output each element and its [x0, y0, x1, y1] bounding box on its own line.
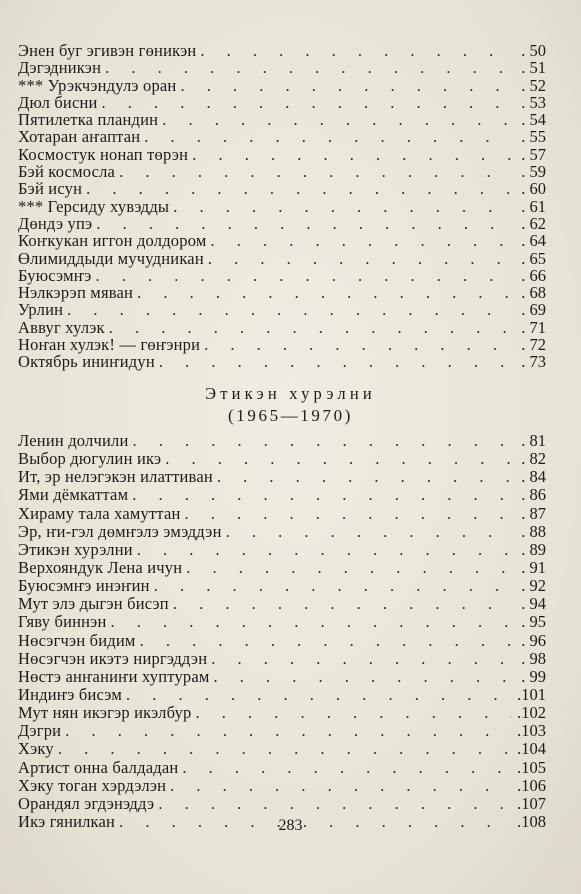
toc-entry-page: . 52 [521, 75, 546, 95]
toc-entry-page: .102 [517, 703, 546, 723]
toc-entry-page: . 82 [521, 449, 546, 469]
toc-entry [18, 301, 546, 318]
toc-entry-page: . 51 [521, 58, 546, 78]
toc-entry-title: Эр, ҥи-гэл дөмҥэлэ эмэддэн [18, 521, 222, 541]
dot-leader [102, 94, 512, 111]
toc-entry-title: Артист онна балдадан [18, 757, 179, 777]
toc-entry-page: . 55 [521, 127, 546, 147]
toc-entry-title: Нэлкэрэп мяван [18, 283, 134, 303]
dot-leader [173, 595, 512, 613]
dot-leader [137, 284, 512, 301]
toc-entry-page: . 50 [521, 41, 546, 60]
dot-leader [140, 632, 512, 650]
toc-entry-title: Ит, эр нелэгэкэн илаттиван [18, 467, 213, 487]
toc-entry-page: . 99 [521, 666, 546, 686]
toc-entry [18, 559, 546, 577]
toc-entry-title: Мут нян икэгэр икэлбур [18, 703, 192, 723]
toc-entry-title: Этикэн хурэлни [18, 539, 133, 559]
toc-entry [18, 180, 546, 197]
toc-entry-page: . 59 [521, 162, 546, 182]
toc-entry [18, 468, 546, 486]
toc-entry-page: . 86 [521, 485, 546, 505]
toc-entry-page: . 69 [521, 300, 546, 320]
toc-entry-page: .104 [517, 739, 546, 759]
toc-entry-page: . 66 [521, 265, 546, 285]
toc-entry [18, 613, 546, 631]
dot-leader [159, 353, 512, 370]
toc-entry [18, 795, 546, 813]
toc-entry-page: . 81 [521, 431, 546, 450]
dot-leader [217, 468, 512, 486]
dot-leader [182, 759, 512, 777]
dot-leader [144, 128, 512, 145]
toc-entry-page: . 94 [521, 594, 546, 614]
toc-entry [18, 319, 546, 336]
toc-entry-page: . 71 [521, 317, 546, 337]
dot-leader [132, 432, 512, 450]
toc-entry-title: Коҥкукан иггон долдором [18, 231, 207, 251]
toc-entry-page: . 72 [521, 335, 546, 355]
toc-entry-page: .101 [517, 684, 546, 704]
dot-leader [111, 613, 513, 631]
dot-leader [195, 704, 512, 722]
toc-entry-title: Нөсэгчэн икэтэ ниргэддэн [18, 648, 208, 668]
toc-entry-title: Космостук нонап төрэн [18, 144, 189, 164]
dot-leader [162, 111, 512, 128]
dot-leader [65, 722, 512, 740]
toc-entry [18, 94, 546, 111]
toc-entry [18, 128, 546, 145]
toc-entry-title: Октябрь иниҥидун [18, 352, 155, 372]
toc-entry [18, 577, 546, 595]
toc-entry [18, 523, 546, 541]
dot-leader [158, 795, 512, 813]
toc-entry [18, 215, 546, 232]
dot-leader [109, 319, 512, 336]
toc-entry [18, 704, 546, 722]
toc-entry [18, 541, 546, 559]
toc-entry-page: . 96 [521, 630, 546, 650]
toc-entry [18, 595, 546, 613]
dot-leader [67, 301, 512, 318]
toc-entry-title: Ленин долчили [18, 431, 129, 450]
dot-leader [200, 42, 512, 59]
dot-leader [226, 523, 512, 541]
toc-entry [18, 250, 546, 267]
toc-entry-title: Бэй космосла [18, 162, 116, 182]
toc-entry-title: Буюсэмҥэ [18, 265, 92, 285]
section-heading: Этикэн хурэлни [205, 384, 376, 403]
toc-entry-title: Мут элэ дыгэн бисэп [18, 594, 169, 614]
toc-entry-title: Ями дёмкаттам [18, 485, 129, 505]
toc-entry-title: Хираму тала хамуттан [18, 503, 181, 523]
toc-entry [18, 632, 546, 650]
dot-leader [126, 686, 512, 704]
toc-entry-title: Индиҥэ бисэм [18, 684, 122, 704]
dot-leader [86, 180, 512, 197]
toc-entry-title: Пятилетка пландин [18, 110, 159, 130]
toc-entry-page: . 91 [521, 557, 546, 577]
dot-leader [185, 505, 512, 523]
dot-leader [186, 559, 512, 577]
toc-entry-title: Выбор дюгулин икэ [18, 449, 162, 469]
toc-entry [18, 111, 546, 128]
dot-leader [58, 740, 512, 758]
toc-entry [18, 146, 546, 163]
toc-entry [18, 267, 546, 284]
toc-entry-page: . 68 [521, 283, 546, 303]
toc-entry-title: Урлин [18, 300, 64, 320]
dot-leader [119, 163, 512, 180]
page-number: 283 [278, 817, 303, 834]
toc-entry-title: *** Герсиду хувэдды [18, 196, 170, 216]
section-years: (1965—1970) [228, 406, 353, 425]
toc-entry-title: Хэку тоган хэрдэлэн [18, 775, 167, 795]
toc-entry-title: Дюл бисни [18, 92, 98, 112]
toc-entry-page: . 84 [521, 467, 546, 487]
toc-entry-title: Бэй исун [18, 179, 83, 199]
toc-entry [18, 486, 546, 504]
toc-entry [18, 42, 546, 59]
toc-entry-page: . 61 [521, 196, 546, 216]
toc-entry-title: Хэку [18, 739, 54, 759]
toc-entry-title: Икэ гянилкан [18, 811, 116, 831]
toc-entry-title: Верхояндук Лена ичун [18, 557, 183, 577]
toc-section-2 [18, 432, 546, 831]
toc-entry-title: Өлимиддыди мучудникан [18, 248, 204, 268]
toc-entry-page: . 57 [521, 144, 546, 164]
toc-entry [18, 450, 546, 468]
toc-entry-page: . 73 [521, 352, 546, 372]
toc-entry-title: Нөсэгчэн бидим [18, 630, 136, 650]
toc-entry-page: .108 [517, 811, 546, 831]
toc-entry [18, 336, 546, 353]
toc-entry [18, 650, 546, 668]
dot-leader [96, 215, 512, 232]
toc-entry-page: . 98 [521, 648, 546, 668]
toc-entry [18, 668, 546, 686]
toc-entry-title: Ноҥан хулэк! — гөҥэнри [18, 335, 201, 355]
dot-leader [96, 267, 512, 284]
toc-entry-title: Аввуг хулэк [18, 317, 105, 337]
dot-leader [204, 336, 512, 353]
toc-entry-title: Буюсэмҥэ инэҥин [18, 576, 150, 596]
toc-entry-page: . 89 [521, 539, 546, 559]
toc-entry-page: . 65 [521, 248, 546, 268]
toc-entry [18, 284, 546, 301]
dot-leader [214, 668, 512, 686]
dot-leader [105, 59, 512, 76]
toc-entry [18, 777, 546, 795]
toc-entry-page: .106 [517, 775, 546, 795]
toc-entry-title: Дэгэдникэн [18, 58, 102, 78]
toc-entry-title: Нөстэ анҥаниҥи хуптурам [18, 666, 210, 686]
dot-leader [211, 232, 513, 249]
toc-entry [18, 505, 546, 523]
toc-entry [18, 353, 546, 370]
toc-entry-page: . 88 [521, 521, 546, 541]
dot-leader [211, 650, 512, 668]
toc-entry [18, 722, 546, 740]
dot-leader [154, 577, 512, 595]
toc-entry-title: Дэгри [18, 721, 62, 741]
toc-entry [18, 198, 546, 215]
toc-entry-title: *** Урэкчэндулэ оран [18, 75, 177, 95]
toc-entry-title: Орандял эгдэнэддэ [18, 793, 155, 813]
toc-entry [18, 740, 546, 758]
toc-entry [18, 759, 546, 777]
dot-leader [180, 77, 512, 94]
toc-entry-page: . 54 [521, 110, 546, 130]
toc-entry [18, 232, 546, 249]
toc-entry-page: . 64 [521, 231, 546, 251]
toc-entry-page: . 92 [521, 576, 546, 596]
toc-section-1 [18, 42, 546, 371]
toc-entry-page: . 53 [521, 92, 546, 112]
toc-entry-page: . 87 [521, 503, 546, 523]
toc-entry [18, 59, 546, 76]
toc-entry-page: .103 [517, 721, 546, 741]
toc-entry [18, 163, 546, 180]
toc-entry-page: . 60 [521, 179, 546, 199]
dot-leader [170, 777, 512, 795]
toc-entry-page: .107 [517, 793, 546, 813]
toc-entry-title: Энен буг эгивэн гөникэн [18, 41, 197, 60]
dot-leader [137, 541, 512, 559]
toc-entry-page: . 62 [521, 213, 546, 233]
toc-entry-page: .105 [517, 757, 546, 777]
dot-leader [173, 198, 512, 215]
toc-entry-title: Дөндэ упэ [18, 213, 93, 233]
dot-leader [192, 146, 512, 163]
toc-entry-title: Хотаран аҥаптан [18, 127, 141, 147]
toc-entry [18, 686, 546, 704]
toc-entry [18, 77, 546, 94]
dot-leader [132, 486, 512, 504]
toc-entry-page: . 95 [521, 612, 546, 632]
dot-leader [165, 450, 512, 468]
dot-leader [208, 250, 512, 267]
toc-entry-title: Гяву биннэн [18, 612, 107, 632]
toc-entry [18, 432, 546, 450]
